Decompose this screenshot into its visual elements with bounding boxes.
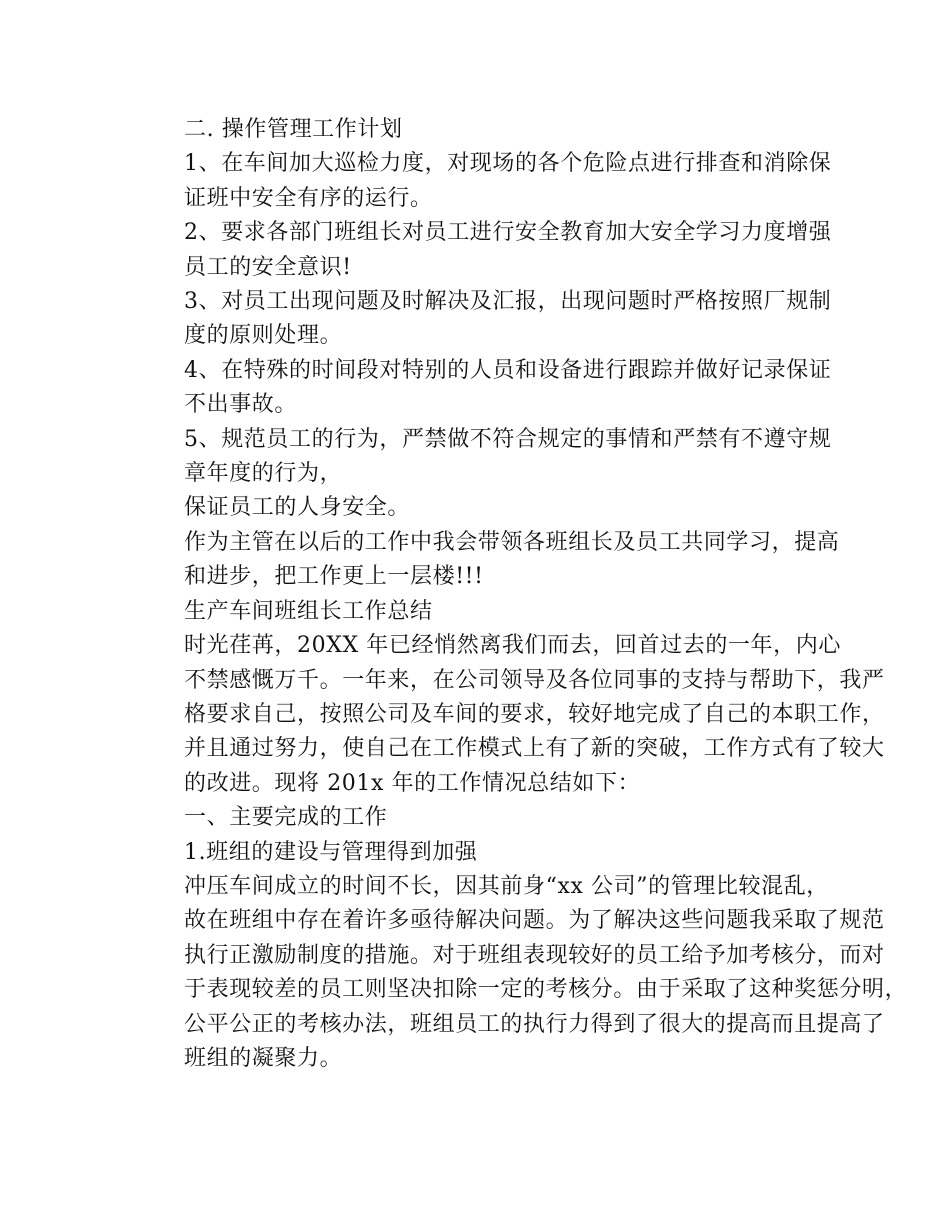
text-line: 4、在特殊的时间段对特别的人员和设备进行跟踪并做好记录保证 xyxy=(184,357,832,383)
text-line: 故在班组中存在着许多亟待解决问题。为了解决这些问题我采取了规范 xyxy=(184,908,885,934)
text-line: 不出事故。 xyxy=(184,392,298,418)
text-line: 1.班组的建设与管理得到加强 xyxy=(184,839,478,865)
text-line: 1、在车间加大巡检力度，对现场的各个危险点进行排查和消除保 xyxy=(184,151,832,177)
paragraph xyxy=(140,491,820,525)
text-line: 时光荏苒，20XX 年已经悄然离我们而去，回首过去的一年，内心 xyxy=(184,633,841,659)
section-heading xyxy=(140,113,820,147)
text-line: 二. 操作管理工作计划 xyxy=(184,117,403,142)
text-line: 的改进。现将 201x 年的工作情况总结如下： xyxy=(184,770,641,796)
text-line: 于表现较差的员工则坚决扣除一定的考核分。由于采取了这种奖惩分明， xyxy=(184,977,908,1003)
text-line: 班组的凝聚力。 xyxy=(184,1045,343,1071)
text-line: 并且通过努力，使自己在工作模式上有了新的突破，工作方式有了较大 xyxy=(184,736,885,762)
paragraph xyxy=(140,870,908,1076)
text-line: 公平公正的考核办法，班组员工的执行力得到了很大的提高而且提高了 xyxy=(184,1011,885,1037)
text-line: 度的原则处理。 xyxy=(184,323,343,349)
document-body xyxy=(140,113,908,1076)
text-line: 证班中安全有序的运行。 xyxy=(184,185,433,211)
text-line: 5、规范员工的行为，严禁做不符合规定的事情和严禁有不遵守规 xyxy=(184,426,832,452)
paragraph xyxy=(140,423,832,492)
section-heading xyxy=(140,801,820,835)
paragraph xyxy=(140,285,832,354)
text-line: 执行正激励制度的措施。对于班组表现较好的员工给予加考核分，而对 xyxy=(184,942,885,968)
text-line: 员工的安全意识! xyxy=(184,254,352,280)
text-line: 3、对员工出现问题及时解决及汇报，出现问题时严格按照厂规制 xyxy=(184,289,832,315)
text-line: 保证员工的人身安全。 xyxy=(184,495,411,521)
section-heading xyxy=(140,595,820,629)
text-line: 章年度的行为， xyxy=(184,461,343,487)
paragraph xyxy=(140,147,832,216)
text-line: 格要求自己，按照公司及车间的要求，较好地完成了自己的本职工作， xyxy=(184,701,885,727)
paragraph xyxy=(140,354,832,423)
text-line: 冲压车间成立的时间不长，因其前身“xx 公司”的管理比较混乱， xyxy=(184,873,829,899)
text-line: 2、要求各部门班组长对员工进行安全教育加大安全学习力度增强 xyxy=(184,220,832,246)
paragraph xyxy=(140,526,840,595)
section-heading xyxy=(140,836,820,870)
text-line: 和进步，把工作更上一层楼!!! xyxy=(184,564,484,590)
paragraph xyxy=(140,216,832,285)
text-line: 作为主管在以后的工作中我会带领各班组长及员工共同学习，提高 xyxy=(184,529,840,555)
text-line: 生产车间班组长工作总结 xyxy=(184,598,433,624)
text-line: 不禁感慨万千。一年来，在公司领导及各位同事的支持与帮助下，我严 xyxy=(184,667,885,693)
text-line: 一、主要完成的工作 xyxy=(184,805,388,831)
paragraph xyxy=(140,629,885,801)
